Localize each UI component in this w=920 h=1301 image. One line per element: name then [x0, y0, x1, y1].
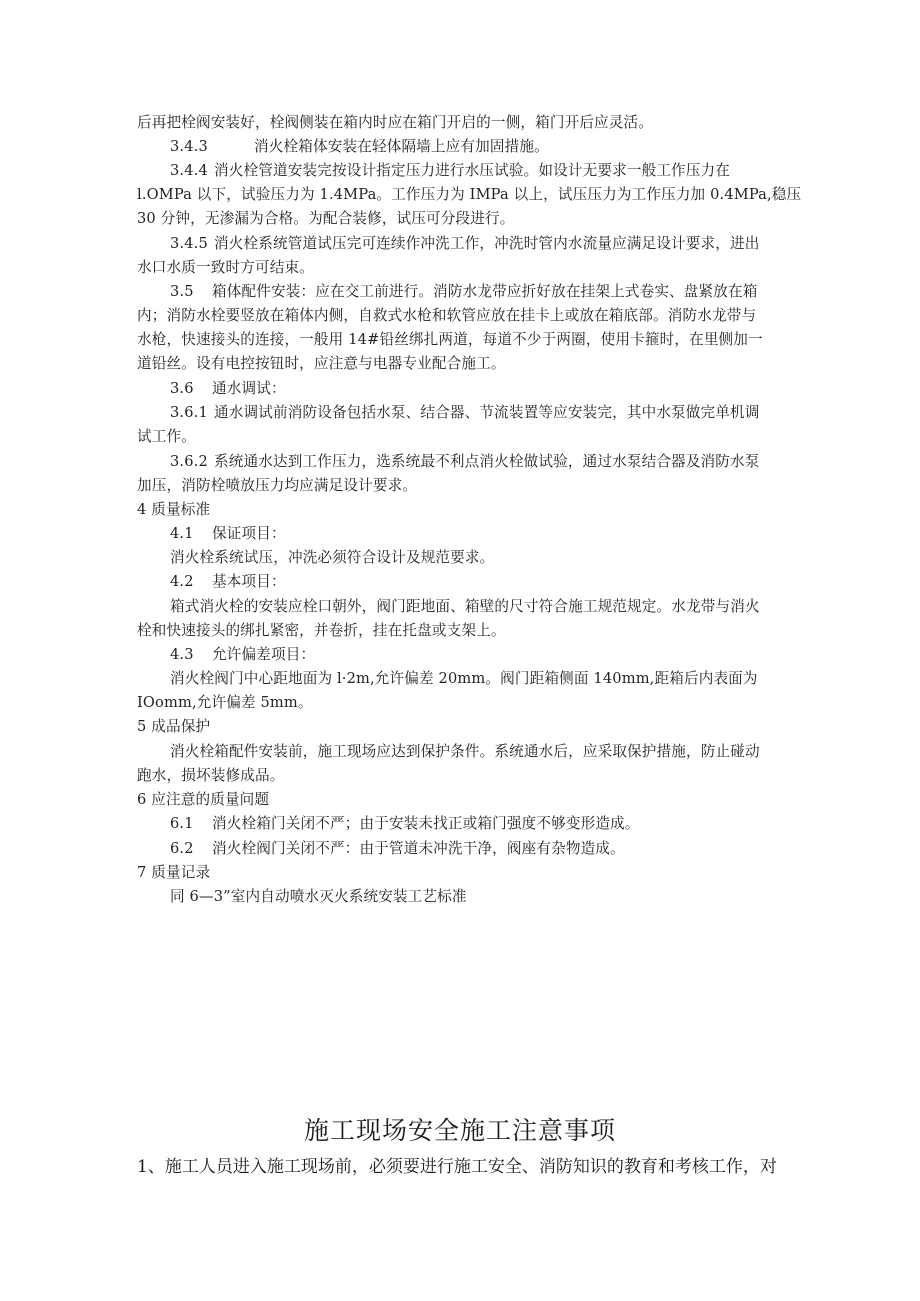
section-title: 施工现场安全施工注意事项 — [303, 1116, 616, 1145]
text-line: 消火栓箱配件安装前，施工现场应达到保护条件。系统通水后，应采取保护措施，防止碰动 — [170, 743, 760, 760]
text-line: 水口水质一致时方可结束。 — [137, 259, 314, 276]
section-text: 箱体配件安装：应在交工前进行。消防水龙带应折好放在挂架上式卷实、盘紧放在箱 — [212, 283, 758, 300]
section-3-6-1 — [170, 404, 820, 422]
section-text: 消火栓管道安装完按设计指定压力进行水压试验。如设计无要求一般工作压力在 — [214, 162, 731, 179]
section-4-2 — [170, 573, 820, 591]
section-number: 4.2 — [170, 573, 194, 590]
section-3-4-5 — [170, 235, 820, 253]
text-line: 跑水，损坏装修成品。 — [137, 767, 285, 784]
section-number: 4.1 — [170, 525, 194, 542]
section-3-6-2 — [170, 453, 820, 471]
section-number: 3.6 — [170, 380, 194, 397]
section-number: 3.4.3 — [170, 138, 208, 155]
section-number: 3.4.4 — [170, 162, 208, 179]
text-line: IOomm,允许偏差 5mm。 — [137, 694, 313, 711]
text-line: 消火栓阀门中心距地面为 l·2m,允许偏差 20mm。阀门距箱侧面 140mm,距箱后内表面为 — [170, 670, 758, 687]
heading-5: 5 成品保护 — [137, 718, 211, 735]
section-6-1 — [170, 815, 820, 833]
section-text: 保证项目： — [212, 525, 286, 542]
section-text: 通水调试前消防设备包括水泵、结合器、节流装置等应安装完，其中水泵做完单机调 — [214, 404, 760, 421]
section-number: 4.3 — [170, 646, 194, 663]
heading-7: 7 质量记录 — [137, 864, 211, 881]
section-number: 3.5 — [170, 283, 194, 300]
section-text: 消火栓箱体安装在轻体隔墙上应有加固措施。 — [254, 138, 549, 155]
text-line: 道铅丝。设有电控按钮时，应注意与电器专业配合施工。 — [137, 355, 506, 372]
heading-6: 6 应注意的质量问题 — [137, 791, 270, 808]
text-line: 内；消防水栓要竖放在箱体内侧，自救式水枪和软管应放在挂卡上或放在箱底部。消防水龙带与 — [137, 307, 757, 324]
section-text: 基本项目： — [212, 573, 286, 590]
text-line: 箱式消火栓的安装应栓口朝外，阀门距地面、箱壁的尺寸符合施工规范规定。水龙带与消火 — [170, 598, 760, 615]
section-text: 消火栓箱门关闭不严；由于安装未找正或箱门强度不够变形造成。 — [212, 815, 640, 832]
section-text: 通水调试： — [212, 380, 286, 397]
text-line: 加压，消防栓喷放压力均应满足设计要求。 — [137, 477, 418, 494]
text-line: 水枪，快速接头的连接，一般用 14#铅丝绑扎两道，每道不少于两圈，使用卡箍时，在里侧加一 — [137, 331, 763, 348]
section-number: 3.6.2 — [170, 453, 208, 470]
section-text: 系统通水达到工作压力，选系统最不利点消火栓做试验，通过水泵结合器及消防水泵 — [214, 453, 760, 470]
section-text: 允许偏差项目： — [212, 646, 316, 663]
section-text: 消火栓阀门关闭不严：由于管道未冲洗干净，阀座有杂物造成。 — [212, 840, 625, 857]
section-number: 3.4.5 — [170, 235, 208, 252]
section-number: 3.6.1 — [170, 404, 208, 421]
text-line: 消火栓系统试压，冲洗必须符合设计及规范要求。 — [170, 549, 495, 566]
text-line: 同 6—3”室内自动喷水灭火系统安装工艺标准 — [170, 888, 467, 905]
section-number: 6.2 — [170, 840, 194, 857]
section-3-4-3 — [170, 138, 820, 156]
text-line: 栓和快速接头的绑扎紧密，并卷折，挂在托盘或支架上。 — [137, 622, 506, 639]
section-number: 6.1 — [170, 815, 194, 832]
section-3-5 — [170, 283, 820, 301]
text-line: l.OMPa 以下，试验压力为 1.4MPa。工作压力为 IMPa 以上，试压压力为工作压力加 0.4MPa,稳压 — [137, 186, 802, 203]
section-3-4-4 — [170, 162, 820, 180]
list-item: 1、施工人员进入施工现场前，必须要进行施工安全、消防知识的教育和考核工作，对 — [137, 1157, 777, 1177]
section-4-3 — [170, 646, 820, 664]
section-text: 消火栓系统管道试压完可连续作冲洗工作，冲洗时管内水流量应满足设计要求，进出 — [214, 235, 760, 252]
text-line: 30 分钟，无渗漏为合格。为配合装修，试压可分段进行。 — [137, 210, 515, 227]
section-3-6 — [170, 380, 820, 398]
heading-4: 4 质量标准 — [137, 501, 211, 518]
section-6-2 — [170, 840, 820, 858]
text-line: 试工作。 — [137, 428, 196, 445]
text-line: 后再把栓阀安装好，栓阀侧装在箱内时应在箱门开启的一侧，箱门开后应灵活。 — [137, 114, 654, 131]
section-4-1 — [170, 525, 820, 543]
